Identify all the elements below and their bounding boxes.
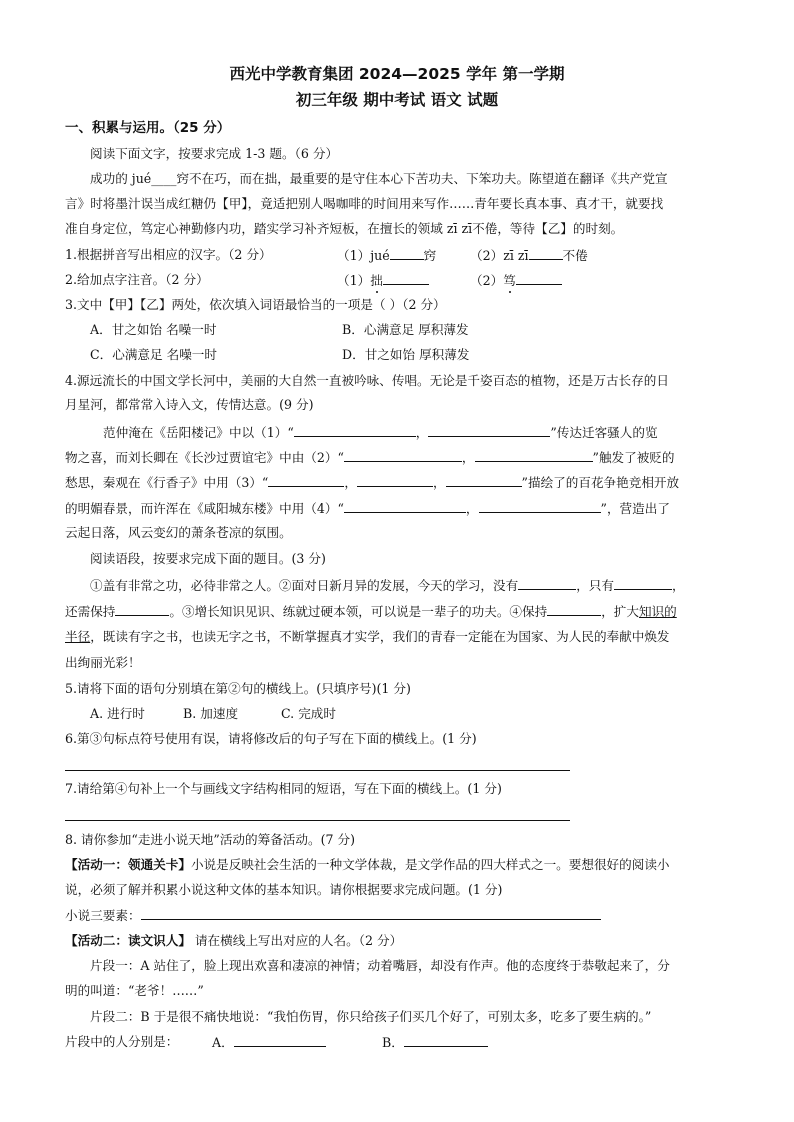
passage-line: 准自身定位，笃定心神勤修内功，踏实学习补齐短板，在擅长的领域 zī zī不倦，等待【乙】的时刻。	[65, 221, 624, 236]
three-elements-label: 小说三要素：	[65, 908, 141, 923]
q1-suffix-a: 窍	[423, 248, 437, 263]
question-7: 7.请给第④句补上一个与画线文字结构相同的短语，写在下面的横线上。(1 分)	[65, 781, 502, 796]
q4-text: ，	[461, 450, 475, 465]
q4-text: ，	[465, 501, 479, 516]
q2-answer-a	[337, 272, 429, 289]
q4-blank-3c[interactable]	[446, 474, 522, 487]
activity-1-cont: 说，必须了解并积累小说这种文体的基本知识。请你根据要求完成问题。(1 分)	[65, 882, 503, 897]
q4-text: ，	[415, 425, 429, 440]
fragment-2: 片段二：B 于是很不痛快地说：“我怕伤胃，你只给孩子们买几个好了，可别太多，吃多了要生病的。”	[90, 1009, 652, 1024]
q1-suffix-b: 不倦	[562, 248, 588, 263]
q4-text: ，	[432, 475, 446, 490]
q4-text: ”，营造出了	[600, 501, 670, 516]
q4-poem-line-3	[65, 474, 679, 491]
q3-option-c[interactable]: C．心满意足 名噪一时	[90, 347, 217, 362]
q3-option-d[interactable]: D．甘之如饴 厚积薄发	[342, 347, 470, 362]
people-answers	[65, 1034, 178, 1050]
q4-text: ，	[344, 475, 357, 490]
q2-dotted-char-b: 笃	[503, 273, 516, 288]
q1-label-b: （2）zī zī	[470, 248, 529, 263]
reading-text: 还需保持	[65, 604, 116, 619]
section-heading: 一、积累与运用。（25 分）	[65, 120, 231, 136]
q2-answer-b	[470, 272, 562, 289]
q4-text: ”触发了被贬的	[592, 450, 675, 465]
question-4-cont: 月星河，都常常入诗入文，传情达意。(9 分)	[65, 397, 314, 412]
reading-text: ，只有	[576, 578, 614, 593]
q4-poem-line-4	[65, 500, 670, 517]
reading-line-1	[90, 577, 685, 594]
reading-line-4: 出绚丽光彩！	[65, 655, 141, 670]
three-elements	[65, 907, 601, 924]
q1-blank-b[interactable]	[529, 247, 563, 260]
q4-text: ”传达迁客骚人的览	[550, 425, 658, 440]
activity-2-text: 请在横线上写出对应的人名。（2 分）	[190, 933, 403, 948]
reading-text: ，	[671, 578, 685, 593]
fragment-1-cont: 明的叫道：“老爷！……”	[65, 983, 204, 998]
q5-option-c[interactable]: C. 完成时	[281, 706, 336, 721]
people-answer-a	[212, 1034, 326, 1051]
q4-blank-3a[interactable]	[268, 474, 344, 487]
q4-text: ”描绘了的百花争艳竞相开放	[521, 475, 680, 490]
question-1: 1.根据拼音写出相应的汉字。（2 分）	[65, 247, 272, 262]
q4-blank-1b[interactable]	[428, 424, 550, 437]
activity-2-label: 【活动二：读文识人】	[65, 933, 191, 948]
q1-answer-a	[337, 247, 436, 264]
question-6: 6.第③句标点符号使用有误，请将修改后的句子写在下面的横线上。(1 分)	[65, 731, 477, 746]
q6-answer-line[interactable]	[65, 770, 570, 771]
q5-option-a[interactable]: A. 进行时	[90, 706, 145, 721]
q1-blank-a[interactable]	[390, 247, 424, 260]
reading-text: ，扩大	[601, 604, 639, 619]
passage-intro: 阅读下面文字，按要求完成 1-3 题。（6 分）	[90, 146, 339, 161]
people-answer-b	[382, 1034, 488, 1051]
q4-blank-4a[interactable]	[344, 500, 466, 513]
reading-text: 。③增长知识见识、练就过硬本领，可以说是一辈子的功夫。④保持	[169, 604, 548, 619]
reading-blank-1[interactable]	[518, 577, 576, 590]
q2-label-a: （1）	[337, 273, 371, 288]
q3-option-b[interactable]: B．心满意足 厚积薄发	[342, 322, 469, 337]
q4-blank-2a[interactable]	[344, 449, 462, 462]
reading-line-2	[65, 603, 677, 620]
activity-1-label: 【活动一：领通关卡】	[65, 857, 191, 872]
q3-option-a[interactable]: A．甘之如饴 名噪一时	[90, 322, 217, 337]
reading-blank-3[interactable]	[115, 603, 169, 616]
people-label-a: A．	[212, 1035, 234, 1050]
activity-1-text: 小说是反映社会生活的一种文学体裁，是文学作品的四大样式之一。要想很好的阅读小	[190, 857, 670, 872]
q4-poem-line-1	[103, 424, 658, 441]
three-elements-blank[interactable]	[141, 907, 601, 920]
reading-text: ①盖有非常之功，必待非常之人。②面对日新月异的发展，今天的学习，没有	[90, 578, 519, 593]
q4-blank-4b[interactable]	[479, 500, 601, 513]
q1-answer-b	[470, 247, 588, 264]
q5-option-b[interactable]: B. 加速度	[183, 706, 239, 721]
underlined-phrase: 知识的	[638, 604, 677, 619]
exam-title-line1: 西光中学教育集团 2024—2025 学年 第一学期	[229, 65, 565, 83]
q7-answer-line[interactable]	[65, 820, 570, 821]
people-label: 片段中的人分别是：	[65, 1034, 179, 1049]
reading-line-3	[65, 629, 670, 645]
q4-text: 物之喜，而刘长卿在《长沙过贾谊宅》中由（2）“	[65, 450, 344, 465]
question-2: 2.给加点字注音。（2 分）	[65, 272, 209, 287]
reading-blank-2[interactable]	[614, 577, 672, 590]
question-8: 8. 请你参加“走进小说天地”活动的筹备活动。(7 分)	[65, 832, 356, 847]
q4-blank-3b[interactable]	[357, 474, 433, 487]
fragment-1: 片段一：A 站住了，脸上现出欢喜和凄凉的神情；动着嘴唇，却没有作声。他的态度终于恭敬起来了，分	[90, 958, 670, 973]
q4-poem-line-2	[65, 449, 675, 466]
people-blank-b[interactable]	[404, 1034, 488, 1047]
passage-line: 成功的 jué____窍不在巧，而在拙，最重要的是守住本心下苦功夫、下笨功夫。陈望道在翻译《共产党宣	[90, 171, 668, 186]
q2-blank-a[interactable]	[383, 272, 429, 285]
reading-text: ，既读有字之书，也读无字之书，不断掌握真才实学，我们的青春一定能在为国家、为人民的奉献中焕发	[90, 629, 670, 644]
q2-dotted-char-a: 拙	[370, 273, 383, 288]
exam-title-line2: 初三年级 期中考试 语文 试题	[295, 91, 499, 109]
passage-line: 言》时将墨汁误当成红糖仍【甲】，竟适把别人喝咖啡的时间用来写作……青年要长真本事、真才干，就要找	[65, 196, 664, 211]
people-label-b: B．	[382, 1035, 404, 1050]
question-3: 3.文中【甲】【乙】两处，依次填入词语最恰当的一项是（ ）（2 分）	[65, 297, 446, 312]
q4-poem-line-5: 云起日落，风云变幻的萧条苍凉的氛围。	[65, 525, 292, 540]
question-4: 4.源远流长的中国文学长河中，美丽的大自然一直被吟咏、传唱。无论是千姿百态的植物，还是万古长存的日	[65, 373, 669, 388]
reading-intro: 阅读语段，按要求完成下面的题目。(3 分)	[90, 551, 326, 566]
question-5: 5.请将下面的语句分别填在第②句的横线上。(只填序号)(1 分)	[65, 681, 411, 696]
q4-text: 范仲淹在《岳阳楼记》中以（1）“	[103, 425, 294, 440]
q1-label-a: （1）jué	[337, 248, 390, 263]
underlined-phrase: 半径	[65, 629, 91, 644]
reading-blank-4[interactable]	[547, 603, 601, 616]
q4-blank-2b[interactable]	[475, 449, 593, 462]
q4-text: 的明媚春景，而许浑在《咸阳城东楼》中用（4）“	[65, 501, 344, 516]
q2-blank-b[interactable]	[516, 272, 562, 285]
q2-label-b: （2）	[470, 273, 504, 288]
activity-2	[65, 933, 402, 949]
q4-blank-1a[interactable]	[294, 424, 416, 437]
q4-text: 愁思，秦观在《行香子》中用（3）“	[65, 475, 269, 490]
activity-1	[65, 857, 670, 873]
people-blank-a[interactable]	[234, 1034, 326, 1047]
